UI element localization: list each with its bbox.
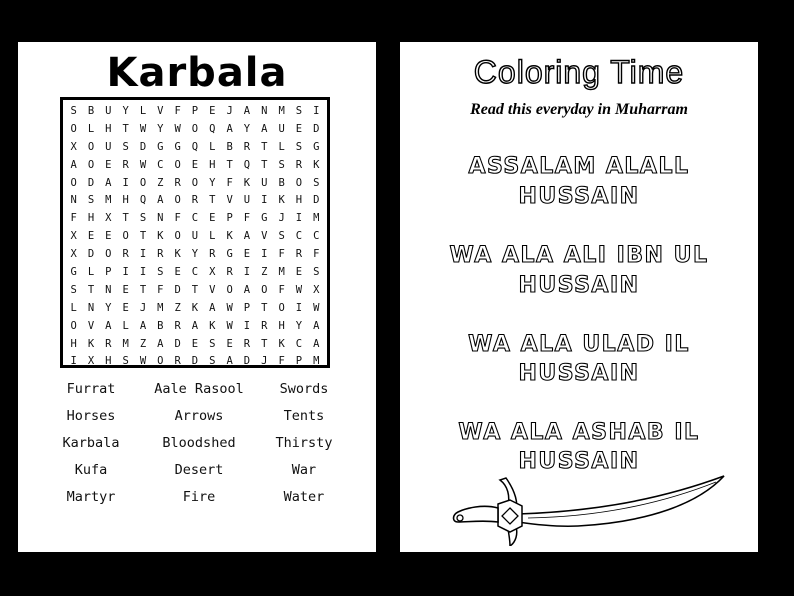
grid-cell: C bbox=[191, 266, 199, 279]
grid-cell: E bbox=[191, 158, 199, 171]
grid-cell: E bbox=[191, 337, 199, 350]
grid-cell: L bbox=[122, 319, 129, 332]
grid-cell: X bbox=[70, 140, 77, 153]
grid-cell: L bbox=[87, 266, 95, 279]
grid-cell: I bbox=[313, 105, 320, 117]
word-list-item: Tents bbox=[283, 408, 325, 424]
grid-cell: N bbox=[157, 212, 164, 225]
grid-cell: R bbox=[174, 176, 181, 189]
grid-cell: O bbox=[87, 158, 95, 171]
grid-cell: K bbox=[87, 337, 95, 350]
grid-row bbox=[65, 318, 325, 336]
grid-cell: J bbox=[278, 212, 285, 225]
grid-cell: E bbox=[122, 283, 129, 296]
grid-cell: T bbox=[261, 301, 268, 314]
sword-icon bbox=[448, 474, 728, 546]
grid-cell: D bbox=[174, 283, 181, 296]
grid-cell: Q bbox=[139, 194, 147, 207]
grid-cell: O bbox=[174, 230, 181, 243]
grid-cell: I bbox=[243, 319, 251, 332]
grid-cell: R bbox=[122, 248, 129, 261]
grid-cell: F bbox=[278, 355, 285, 368]
word-list-item: Arrows bbox=[174, 408, 224, 424]
grid-cell: T bbox=[261, 158, 268, 171]
grid-cell: S bbox=[295, 105, 303, 117]
grid-cell: V bbox=[226, 194, 233, 207]
grid-cell: W bbox=[139, 355, 147, 368]
grid-cell: J bbox=[261, 355, 268, 368]
grid-cell: O bbox=[122, 230, 129, 243]
grid-cell: S bbox=[278, 230, 285, 243]
grid-cell: U bbox=[278, 122, 285, 135]
grid-cell: N bbox=[70, 194, 77, 207]
grid-cell: C bbox=[295, 337, 303, 350]
grid-row bbox=[65, 336, 325, 354]
grid-cell: A bbox=[243, 105, 251, 117]
grid-cell: K bbox=[226, 230, 233, 243]
grid-cell: A bbox=[226, 355, 233, 368]
grid-cell: O bbox=[139, 176, 147, 189]
grid-cell: G bbox=[313, 140, 320, 153]
grid-cell: A bbox=[70, 158, 77, 171]
grid-cell: T bbox=[226, 158, 233, 171]
grid-cell: G bbox=[70, 266, 77, 279]
grid-cell: M bbox=[122, 337, 129, 350]
grid-cell: F bbox=[243, 212, 251, 225]
prayer-line-3b: HUSSAIN bbox=[518, 361, 640, 386]
grid-cell: R bbox=[174, 319, 181, 332]
grid-row bbox=[65, 210, 325, 228]
grid-cell: Z bbox=[261, 266, 268, 279]
grid-cell: J bbox=[226, 105, 233, 117]
word-list-item: Fire bbox=[182, 489, 216, 505]
grid-cell: W bbox=[226, 301, 233, 314]
grid-cell: S bbox=[209, 337, 216, 350]
grid-cell: O bbox=[295, 176, 303, 189]
grid-cell: O bbox=[174, 158, 181, 171]
grid-cell: G bbox=[174, 140, 181, 153]
grid-cell: L bbox=[278, 140, 285, 153]
grid-cell: E bbox=[295, 266, 303, 279]
grid-cell: H bbox=[278, 319, 285, 332]
grid-cell: P bbox=[295, 355, 303, 368]
grid-cell: U bbox=[191, 230, 199, 243]
grid-cell: I bbox=[261, 248, 268, 261]
grid-cell: G bbox=[261, 212, 268, 225]
grid-cell: I bbox=[122, 176, 129, 189]
grid-cell: W bbox=[295, 283, 303, 296]
grid-cell: M bbox=[278, 105, 285, 117]
grid-cell: O bbox=[105, 248, 112, 261]
grid-cell: Y bbox=[122, 105, 129, 117]
grid-cell: U bbox=[261, 176, 268, 189]
grid-cell: F bbox=[313, 248, 320, 261]
grid-cell: P bbox=[105, 266, 112, 279]
grid-cell: T bbox=[261, 140, 268, 153]
grid-cell: N bbox=[105, 283, 112, 296]
grid-cell: Y bbox=[243, 122, 251, 135]
grid-cell: A bbox=[313, 337, 320, 350]
prayer-line-1b: HUSSAIN bbox=[518, 184, 640, 209]
grid-cell: R bbox=[209, 248, 216, 261]
grid-row bbox=[65, 246, 325, 264]
grid-cell: P bbox=[243, 301, 251, 314]
grid-cell: O bbox=[174, 194, 181, 207]
grid-cell: H bbox=[122, 194, 129, 207]
grid-cell: A bbox=[313, 319, 320, 332]
word-list-item: Desert bbox=[174, 462, 224, 478]
grid-cell: R bbox=[243, 337, 251, 350]
grid-cell: D bbox=[87, 176, 95, 189]
prayer-line-4b: HUSSAIN bbox=[518, 449, 640, 474]
grid-cell: K bbox=[157, 230, 164, 243]
grid-cell: H bbox=[209, 158, 216, 171]
grid-cell: E bbox=[295, 122, 303, 135]
grid-cell: O bbox=[70, 122, 77, 135]
grid-cell: E bbox=[209, 105, 216, 117]
word-list-item: Horses bbox=[66, 408, 116, 424]
grid-row bbox=[65, 103, 325, 121]
grid-cell: M bbox=[278, 266, 285, 279]
coloring-subtitle: Read this everyday in Muharram bbox=[470, 101, 688, 118]
coloring-title: Coloring Time bbox=[473, 54, 685, 90]
grid-cell: R bbox=[105, 337, 112, 350]
grid-cell: K bbox=[191, 301, 199, 314]
grid-cell: K bbox=[243, 176, 251, 189]
prayer-line-1a: ASSALAM ALALL bbox=[468, 154, 690, 179]
grid-cell: T bbox=[261, 337, 268, 350]
grid-cell: A bbox=[243, 283, 251, 296]
grid-row bbox=[65, 264, 325, 282]
grid-cell: C bbox=[313, 230, 320, 243]
grid-cell: I bbox=[70, 355, 77, 368]
grid-cell: B bbox=[87, 105, 95, 117]
grid-cell: E bbox=[122, 301, 129, 314]
grid-cell: T bbox=[87, 283, 95, 296]
grid-row bbox=[65, 121, 325, 139]
grid-cell: T bbox=[122, 122, 129, 135]
grid-cell: V bbox=[157, 105, 164, 117]
grid-cell: S bbox=[313, 176, 320, 189]
grid-cell: R bbox=[295, 248, 303, 261]
grid-cell: S bbox=[70, 283, 77, 296]
grid-cell: O bbox=[261, 283, 268, 296]
grid-cell: A bbox=[209, 301, 216, 314]
letter-grid bbox=[60, 97, 330, 368]
grid-cell: F bbox=[174, 212, 181, 225]
grid-cell: O bbox=[70, 176, 77, 189]
grid-cell: M bbox=[313, 212, 320, 225]
grid-cell: F bbox=[278, 283, 285, 296]
prayer-line-2a: WA ALA ALI IBN UL bbox=[449, 243, 709, 268]
grid-cell: B bbox=[226, 140, 233, 153]
grid-cell: R bbox=[261, 319, 268, 332]
grid-cell: O bbox=[226, 283, 233, 296]
grid-cell: H bbox=[87, 212, 95, 225]
grid-cell: S bbox=[122, 355, 129, 368]
grid-cell: A bbox=[261, 122, 268, 135]
grid-cell: A bbox=[243, 230, 251, 243]
grid-cell: C bbox=[157, 158, 164, 171]
word-list-item: Bloodshed bbox=[162, 435, 236, 451]
grid-cell: A bbox=[226, 122, 233, 135]
grid-cell: M bbox=[313, 355, 320, 368]
grid-cell: F bbox=[157, 283, 164, 296]
grid-cell: L bbox=[209, 230, 216, 243]
grid-cell: I bbox=[295, 212, 303, 225]
prayer-line-2b: HUSSAIN bbox=[518, 273, 640, 298]
grid-cell: S bbox=[122, 140, 129, 153]
grid-cell: D bbox=[139, 140, 147, 153]
grid-cell: T bbox=[122, 212, 129, 225]
grid-row bbox=[65, 175, 325, 193]
grid-cell: E bbox=[209, 212, 216, 225]
grid-cell: S bbox=[157, 266, 164, 279]
grid-cell: K bbox=[278, 194, 285, 207]
grid-cell: C bbox=[295, 230, 303, 243]
coloring-page bbox=[400, 42, 758, 552]
grid-cell: X bbox=[70, 230, 77, 243]
grid-cell: B bbox=[157, 319, 164, 332]
grid-cell: T bbox=[139, 230, 147, 243]
grid-cell: O bbox=[278, 301, 285, 314]
grid-cell: X bbox=[105, 212, 112, 225]
grid-cell: Q bbox=[191, 140, 199, 153]
grid-cell: I bbox=[122, 266, 129, 279]
grid-cell: M bbox=[105, 194, 112, 207]
grid-cell: R bbox=[157, 248, 164, 261]
grid-cell: P bbox=[226, 212, 233, 225]
grid-cell: R bbox=[174, 355, 181, 368]
grid-cell: T bbox=[191, 283, 199, 296]
grid-cell: Y bbox=[105, 301, 112, 314]
word-list-item: Swords bbox=[279, 381, 329, 397]
grid-cell: V bbox=[87, 319, 95, 332]
grid-cell: Z bbox=[174, 301, 181, 314]
grid-cell: X bbox=[87, 355, 95, 368]
grid-cell: X bbox=[209, 266, 216, 279]
word-list-item: War bbox=[291, 462, 317, 478]
grid-cell: N bbox=[261, 105, 268, 117]
grid-cell: H bbox=[105, 122, 112, 135]
grid-cell: X bbox=[70, 248, 77, 261]
grid-cell: U bbox=[105, 140, 112, 153]
grid-cell: K bbox=[313, 158, 320, 171]
grid-cell: D bbox=[191, 355, 199, 368]
grid-cell: R bbox=[295, 158, 303, 171]
grid-cell: W bbox=[139, 122, 147, 135]
word-list-item: Water bbox=[283, 489, 325, 505]
grid-cell: W bbox=[226, 319, 233, 332]
grid-cell: I bbox=[139, 266, 147, 279]
grid-cell: Y bbox=[191, 248, 199, 261]
grid-cell: A bbox=[157, 337, 164, 350]
grid-cell: A bbox=[191, 319, 199, 332]
grid-cell: Z bbox=[157, 176, 164, 189]
grid-row bbox=[65, 157, 325, 175]
grid-cell: O bbox=[191, 176, 199, 189]
grid-cell: S bbox=[70, 105, 77, 117]
grid-cell: N bbox=[87, 301, 95, 314]
grid-cell: I bbox=[261, 194, 268, 207]
grid-cell: Y bbox=[295, 319, 303, 332]
grid-cell: W bbox=[174, 122, 181, 135]
grid-row bbox=[65, 353, 325, 371]
grid-cell: E bbox=[226, 337, 233, 350]
word-search-title: Karbala bbox=[106, 50, 288, 96]
grid-cell: A bbox=[105, 176, 112, 189]
grid-cell: I bbox=[139, 248, 147, 261]
grid-cell: F bbox=[174, 105, 181, 117]
grid-cell: C bbox=[191, 212, 199, 225]
prayer-line-3a: WA ALA ULAD IL bbox=[468, 332, 690, 357]
grid-cell: M bbox=[157, 301, 164, 314]
grid-cell: G bbox=[157, 140, 164, 153]
grid-cell: W bbox=[313, 301, 320, 314]
grid-cell: V bbox=[261, 230, 268, 243]
grid-cell: D bbox=[313, 194, 320, 207]
grid-cell: K bbox=[209, 319, 216, 332]
word-list-item: Martyr bbox=[66, 489, 116, 505]
grid-cell: L bbox=[87, 122, 95, 135]
grid-cell: K bbox=[278, 337, 285, 350]
grid-cell: E bbox=[243, 248, 251, 261]
grid-cell: R bbox=[191, 194, 199, 207]
grid-cell: Q bbox=[243, 158, 251, 171]
grid-cell: D bbox=[87, 248, 95, 261]
grid-cell: U bbox=[105, 105, 112, 117]
grid-cell: H bbox=[70, 337, 77, 350]
grid-cell: I bbox=[295, 301, 303, 314]
grid-cell: P bbox=[191, 105, 199, 117]
grid-cell: R bbox=[243, 140, 251, 153]
grid-cell: F bbox=[278, 248, 285, 261]
grid-cell: E bbox=[105, 230, 112, 243]
grid-row bbox=[65, 192, 325, 210]
grid-cell: S bbox=[209, 355, 216, 368]
grid-cell: E bbox=[174, 266, 181, 279]
grid-row bbox=[65, 300, 325, 318]
grid-cell: O bbox=[191, 122, 199, 135]
grid-cell: G bbox=[226, 248, 233, 261]
grid-cell: H bbox=[295, 194, 303, 207]
word-list-item: Kufa bbox=[74, 462, 108, 478]
grid-cell: K bbox=[174, 248, 181, 261]
grid-cell: J bbox=[139, 301, 147, 314]
grid-cell: S bbox=[87, 194, 95, 207]
grid-cell: R bbox=[122, 158, 129, 171]
grid-cell: S bbox=[313, 266, 320, 279]
grid-cell: O bbox=[87, 140, 95, 153]
grid-cell: D bbox=[243, 355, 251, 368]
grid-cell: U bbox=[243, 194, 251, 207]
grid-cell: Y bbox=[209, 176, 216, 189]
grid-cell: Q bbox=[209, 122, 216, 135]
grid-cell: X bbox=[313, 283, 320, 296]
grid-cell: D bbox=[313, 122, 320, 135]
grid-cell: O bbox=[70, 319, 77, 332]
grid-cell: A bbox=[157, 194, 164, 207]
grid-cell: Y bbox=[157, 122, 164, 135]
grid-cell: W bbox=[139, 158, 147, 171]
word-list-item: Karbala bbox=[62, 435, 120, 451]
word-list-item: Furrat bbox=[66, 381, 116, 397]
grid-cell: A bbox=[105, 319, 112, 332]
grid-cell: R bbox=[226, 266, 233, 279]
grid-cell: V bbox=[209, 283, 216, 296]
grid-cell: L bbox=[209, 140, 216, 153]
grid-cell: F bbox=[70, 212, 77, 225]
grid-cell: Z bbox=[139, 337, 147, 350]
grid-row bbox=[65, 139, 325, 157]
prayer-line-4a: WA ALA ASHAB IL bbox=[458, 420, 700, 445]
word-list-item: Thirsty bbox=[275, 435, 333, 451]
grid-cell: E bbox=[105, 158, 112, 171]
grid-cell: F bbox=[226, 176, 233, 189]
grid-cell: O bbox=[157, 355, 164, 368]
grid-cell: L bbox=[70, 301, 77, 314]
grid-cell: T bbox=[139, 283, 147, 296]
grid-cell: S bbox=[278, 158, 285, 171]
grid-cell: S bbox=[139, 212, 147, 225]
grid-row bbox=[65, 282, 325, 300]
grid-cell: S bbox=[295, 140, 303, 153]
grid-cell: B bbox=[278, 176, 285, 189]
grid-cell: A bbox=[139, 319, 147, 332]
grid-cell: H bbox=[105, 355, 112, 368]
grid-cell: E bbox=[87, 230, 95, 243]
grid-row bbox=[65, 228, 325, 246]
word-list bbox=[36, 380, 356, 506]
grid-cell: T bbox=[209, 194, 216, 207]
word-search-page bbox=[18, 42, 376, 552]
grid-cell: L bbox=[139, 105, 147, 117]
grid-cell: D bbox=[174, 337, 181, 350]
grid-cell: I bbox=[243, 266, 251, 279]
word-list-item: Aale Rasool bbox=[154, 381, 244, 397]
